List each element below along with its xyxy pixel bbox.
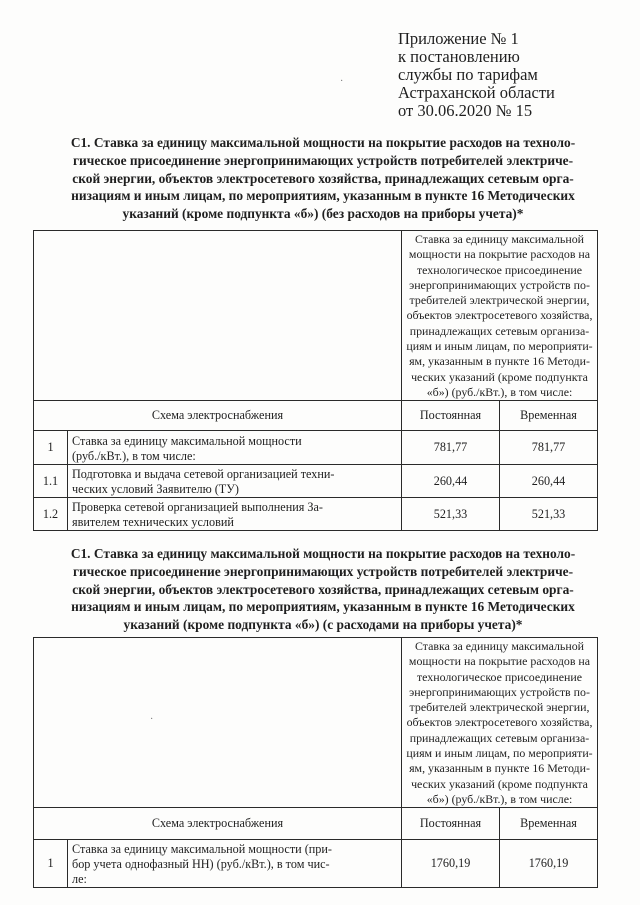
row-permanent: 781,77 bbox=[402, 431, 500, 465]
appendix-line: Приложение № 1 bbox=[398, 29, 519, 48]
row-permanent: 1760,19 bbox=[402, 840, 500, 888]
rates-table-1 bbox=[33, 230, 598, 531]
table-row bbox=[34, 840, 598, 888]
blank-header-cell bbox=[34, 231, 402, 401]
schema-label: Схема электроснабжения bbox=[34, 808, 402, 840]
row-temporary: 260,44 bbox=[500, 465, 598, 498]
scan-speck: · bbox=[340, 76, 344, 87]
appendix-line: Астраханской области bbox=[398, 83, 555, 102]
col-temporary: Временная bbox=[500, 401, 598, 431]
row-label: Ставка за единицу максимальной мощности (руб./кВт.), в том числе: bbox=[68, 431, 402, 465]
appendix-block bbox=[398, 30, 555, 120]
row-number: 1.1 bbox=[34, 465, 68, 498]
appendix-line: от 30.06.2020 № 15 bbox=[398, 101, 533, 120]
section2-title: С1. Ставка за единицу максимальной мощности на покрытие расходов на техноло- гическое присоединение энергопринимающих устройств потребителей электриче- ской энергии, объектов электросетевого хозяйства, принадлежащих сетевым орга- низациям и иным лицам, по мероприятиям, указанным в пункте 16 Методических указаний (кроме подпункта «б») (с расходами на приборы учета)* bbox=[70, 546, 576, 633]
row-temporary: 781,77 bbox=[500, 431, 598, 465]
table-row bbox=[34, 431, 598, 465]
scan-speck: · bbox=[150, 714, 154, 725]
appendix-line: к постановлению bbox=[398, 47, 520, 66]
row-number: 1 bbox=[34, 840, 68, 888]
rates-table-2 bbox=[33, 637, 598, 888]
row-number: 1.2 bbox=[34, 498, 68, 531]
row-temporary: 1760,19 bbox=[500, 840, 598, 888]
schema-label: Схема электроснабжения bbox=[34, 401, 402, 431]
row-permanent: 521,33 bbox=[402, 498, 500, 531]
rate-header: Ставка за единицу максимальной мощности на покрытие расходов на технологическое присоединение энергопринимающих устройств по- требителей электрической энергии, объектов электросетевого хозяйства, принадлежащих сетевым организа- циям и иным лицам, по мероприяти- ям, указанным в пункте 16 Методи- ческих указаний (кроме подпункта «б») (руб./кВт.), в том числе: bbox=[402, 638, 598, 808]
col-permanent: Постоянная bbox=[402, 808, 500, 840]
rate-header: Ставка за единицу максимальной мощности на покрытие расходов на технологическое присоединение энергопринимающих устройств по- требителей электрической энергии, объектов электросетевого хозяйства, принадлежащих сетевым организа- циям и иным лицам, по мероприяти- ям, указанным в пункте 16 Методи- ческих указаний (кроме подпункта «б») (руб./кВт.), в том числе: bbox=[402, 231, 598, 401]
row-label: Проверка сетевой организацией выполнения За- явителем технических условий bbox=[68, 498, 402, 531]
row-label: Подготовка и выдача сетевой организацией техни- ческих условий Заявителю (ТУ) bbox=[68, 465, 402, 498]
blank-header-cell bbox=[34, 638, 402, 808]
col-temporary: Временная bbox=[500, 808, 598, 840]
row-label: Ставка за единицу максимальной мощности (при- бор учета однофазный НН) (руб./кВт.), в том чис- ле: bbox=[68, 840, 402, 888]
table-row bbox=[34, 465, 598, 498]
section1-title: С1. Ставка за единицу максимальной мощности на покрытие расходов на техноло- гическое присоединение энергопринимающих устройств потребителей электриче- ской энергии, объектов электросетевого хозяйства, принадлежащих сетевым орга- низациям и иным лицам, по мероприятиям, указанным в пункте 16 Методических указаний (кроме подпункта «б») (без расходов на приборы учета)* bbox=[70, 135, 576, 222]
row-permanent: 260,44 bbox=[402, 465, 500, 498]
col-permanent: Постоянная bbox=[402, 401, 500, 431]
row-number: 1 bbox=[34, 431, 68, 465]
row-temporary: 521,33 bbox=[500, 498, 598, 531]
appendix-line: службы по тарифам bbox=[398, 65, 538, 84]
table-row bbox=[34, 498, 598, 531]
